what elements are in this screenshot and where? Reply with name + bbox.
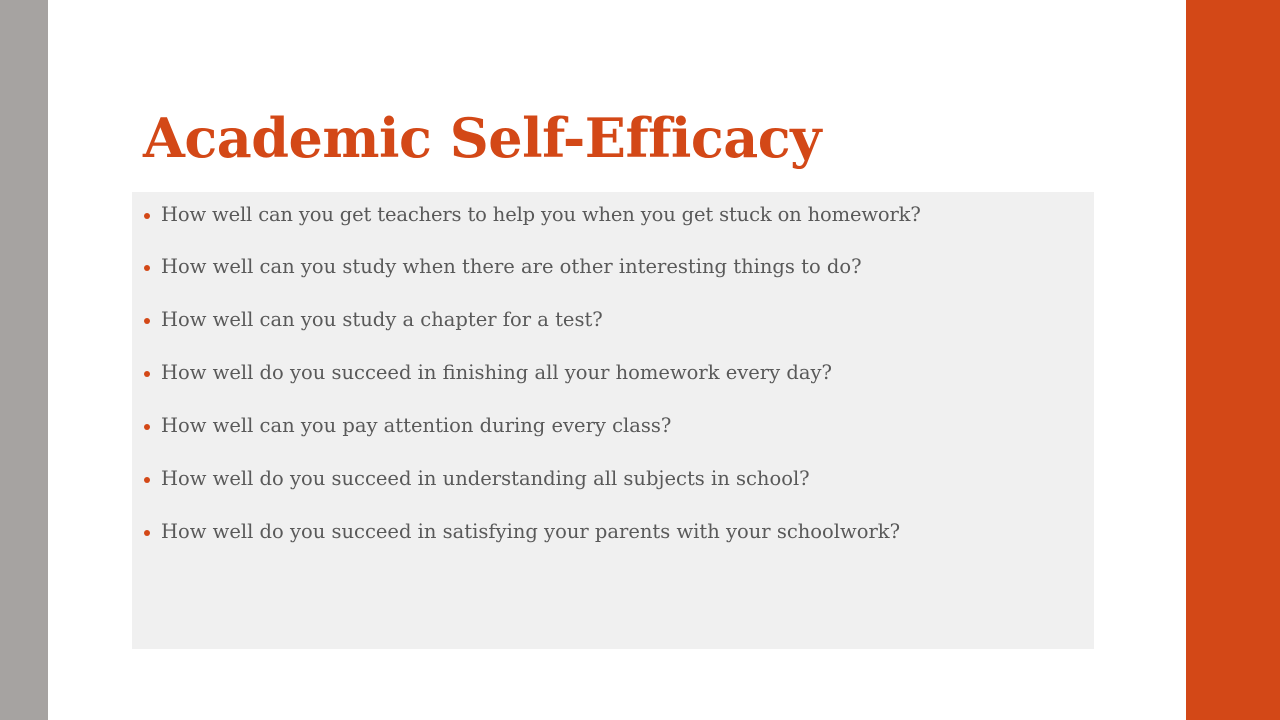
bullet-item [132, 359, 1094, 387]
bullet-text: How well do you succeed in understanding all subjects in school? [161, 467, 810, 490]
bullet-list [132, 201, 1094, 571]
bullet-text: How well can you get teachers to help you when you get stuck on homework? [161, 203, 921, 226]
bullet-dot-icon [144, 530, 150, 536]
bullet-item [132, 412, 1094, 440]
left-accent-bar [0, 0, 48, 720]
bullet-item [132, 253, 1094, 281]
slide-title: Academic Self-Efficacy [143, 106, 822, 170]
bullet-text: How well can you study a chapter for a test? [161, 308, 603, 331]
right-accent-bar [1186, 0, 1280, 720]
bullet-item [132, 465, 1094, 493]
bullet-text: How well do you succeed in satisfying your parents with your schoolwork? [161, 520, 901, 543]
bullet-item [132, 518, 1094, 546]
bullet-item [132, 201, 1094, 229]
content-box [132, 192, 1094, 649]
bullet-dot-icon [144, 424, 150, 430]
bullet-dot-icon [144, 213, 150, 219]
bullet-dot-icon [144, 318, 150, 324]
bullet-text: How well do you succeed in finishing all your homework every day? [161, 361, 832, 384]
bullet-dot-icon [144, 371, 150, 377]
bullet-item [132, 306, 1094, 334]
bullet-text: How well can you pay attention during every class? [161, 414, 672, 437]
bullet-dot-icon [144, 265, 150, 271]
bullet-text: How well can you study when there are other interesting things to do? [161, 255, 862, 278]
bullet-dot-icon [144, 477, 150, 483]
